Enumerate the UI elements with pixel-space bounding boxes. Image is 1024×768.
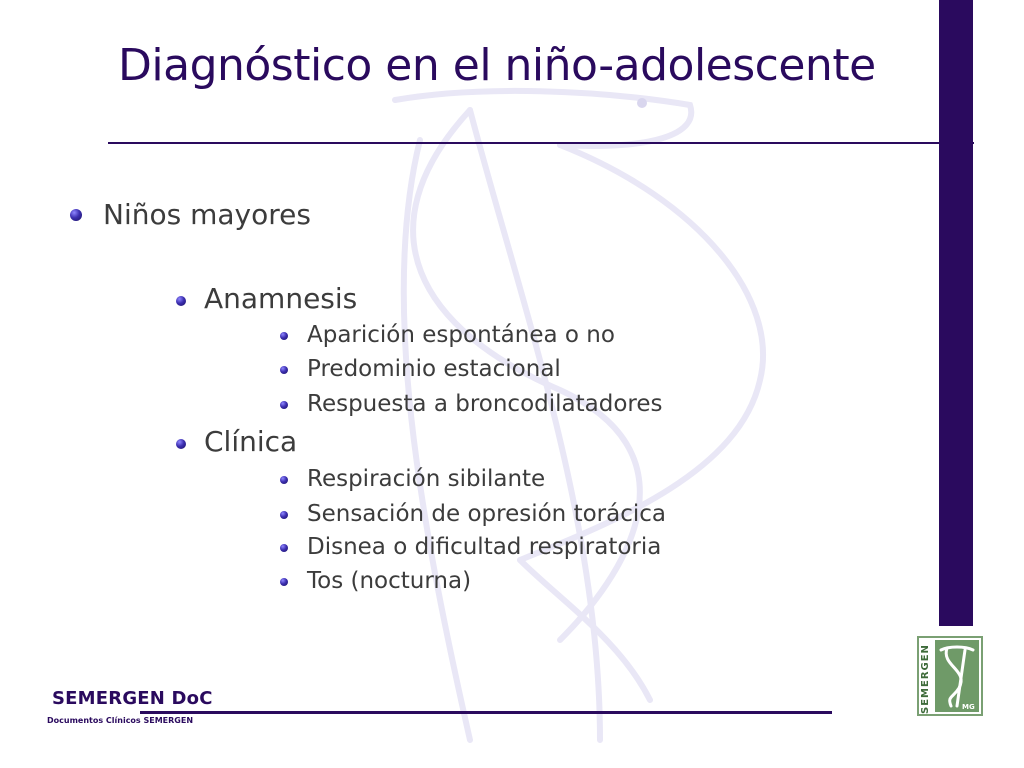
bullet-text: Sensación de opresión torácica [307,501,666,527]
bullet-text: Anamnesis [204,282,358,315]
bullet-text: Tos (nocturna) [307,568,472,594]
footer-subtitle: Documentos Clínicos SEMERGEN [47,716,194,725]
bullet-dot-icon [280,366,288,374]
bullet-text: Respiración sibilante [307,466,546,492]
bullet-level1 [103,198,311,231]
bullet-dot-icon [280,511,288,519]
bullet-dot-icon [70,209,82,221]
bullet-dot-icon [280,476,288,484]
bullet-dot-icon [280,332,288,340]
bullet-level3 [307,501,666,527]
bullet-dot-icon [176,439,186,449]
logo-mg-mark: MG [962,703,975,711]
footer-brand: SEMERGEN DoC [52,688,213,709]
bullet-dot-icon [280,544,288,552]
bullet-text: Predominio estacional [307,356,561,382]
bullet-text: Respuesta a broncodilatadores [307,391,663,417]
bullet-text: Aparición espontánea o no [307,322,615,348]
bullet-level3 [307,356,561,382]
bullet-level2-anamnesis [204,282,357,315]
bullet-level2-clinica [204,425,297,458]
logo-wordmark: SEMERGEN [920,644,931,714]
slide-title: Diagnóstico en el niño-adolescente [118,40,876,91]
bullet-dot-icon [280,578,288,586]
bullet-level3 [307,568,471,594]
bullet-text: Clínica [204,425,298,458]
bullet-dot-icon [176,296,186,306]
bullet-level3 [307,466,545,492]
right-accent-bar [939,0,973,626]
bullet-level3 [307,534,661,560]
bullet-level3 [307,322,615,348]
bullet-text: Niños mayores [103,198,311,231]
bullet-level3 [307,391,662,417]
bullet-dot-icon [280,401,288,409]
footer-divider [140,711,832,714]
title-divider [108,142,974,144]
bullet-text: Disnea o dificultad respiratoria [307,534,662,560]
